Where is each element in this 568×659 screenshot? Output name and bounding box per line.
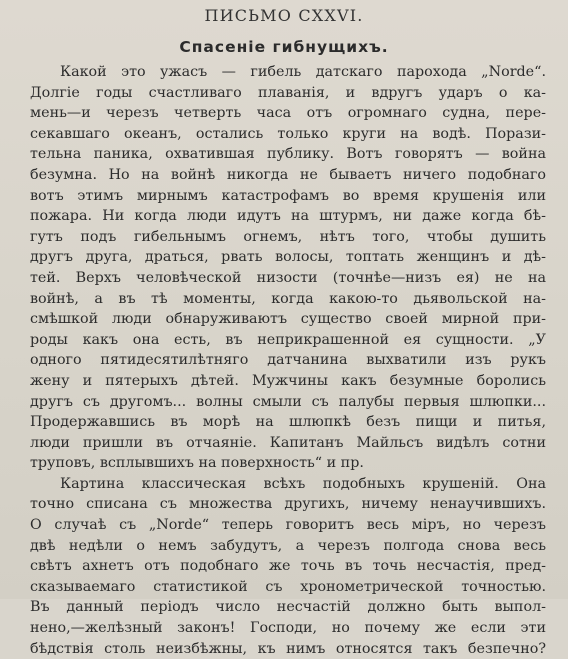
text-line: секавшаго океанъ, остались только круги на водѣ. Порази- <box>30 125 546 142</box>
text-line: вотъ этимъ мирнымъ катастрофамъ во время крушенія или <box>30 187 546 204</box>
text-line: другъ съ другомъ... волны смыли съ палубы первыя шлюпки... <box>30 393 546 410</box>
letter-heading: ПИСЬМО CXXVI. <box>204 6 364 25</box>
text-line: тельна паника, охватившая публику. Вотъ говорятъ — война <box>30 146 546 163</box>
text-line: О случаѣ съ „Norde“ теперь говоритъ весь міръ, но черезъ <box>30 517 546 534</box>
text-line: одного пятидесятилѣтняго датчанина выхватили изъ рукъ <box>30 352 546 369</box>
text-line: сказываемаго статистикой съ хронометрической точностью. <box>30 578 546 595</box>
text-line: другъ друга, драться, рвать волосы, топтать женщинъ и дѣ- <box>30 249 546 266</box>
text-line: мень—и черезъ четверть часа отъ огромнаго судна, пере- <box>30 105 546 122</box>
text-line: Какой это ужасъ — гибель датскаго парохода „Norde“. <box>60 64 546 80</box>
text-line: жену и пятерыхъ дѣтей. Мужчины какъ безумные боролись <box>30 372 546 389</box>
text-line: тей. Верхъ человѣческой низости (точнѣе—низъ ея) не на <box>30 269 546 286</box>
text-line: нено,—желѣзный законъ! Господи, но почему же если эти <box>30 620 546 637</box>
text-line: Продержавшись въ морѣ на шлюпкѣ безъ пищи и питья, <box>30 414 546 431</box>
text-line: двѣ недѣли о немъ забудутъ, а черезъ полгода снова весь <box>30 537 546 554</box>
text-line: свѣтъ ахнетъ отъ подобнаго же точь въ точь несчастія, пред- <box>30 558 546 575</box>
text-line: смѣшкой люди обнаруживаютъ существо своей мирной при- <box>30 311 546 328</box>
text-line: Картина классическая всѣхъ подобныхъ крушеній. Она <box>60 475 546 492</box>
text-line: безумна. Но на войнѣ никогда не бываетъ ничего подобнаго <box>30 166 546 183</box>
text-line: точно списана съ множества другихъ, ничему ненаучившихъ. <box>30 496 546 513</box>
article-body <box>30 62 546 659</box>
text-line: войнѣ, а въ тѣ моменты, когда какою-то дьявольской на- <box>30 290 546 307</box>
text-line: люди пришли въ отчаяніе. Капитанъ Майльсъ видѣлъ сотни <box>30 434 546 451</box>
text-line: труповъ, всплывшихъ на поверхность“ и пр. <box>30 455 364 472</box>
text-line: Долгіе годы счастливаго плаванія, и вдругъ ударъ о ка- <box>30 84 546 101</box>
text-line: бѣдствія столь неизбѣжны, къ нимъ относятся такъ безпечно? <box>30 640 546 657</box>
text-line: роды какъ она есть, въ неприкрашенной ея сущности. „У <box>30 331 546 348</box>
text-line: гутъ подъ гибельнымъ огнемъ, нѣтъ того, чтобы душить <box>30 228 546 245</box>
text-line: пожара. Ни когда люди идутъ на штурмъ, ни даже когда бѣ- <box>30 208 546 225</box>
text-line: Въ данный періодъ число несчастій должно быть выпол- <box>30 599 546 616</box>
article-title: Спасеніе гибнущихъ. <box>179 38 389 56</box>
